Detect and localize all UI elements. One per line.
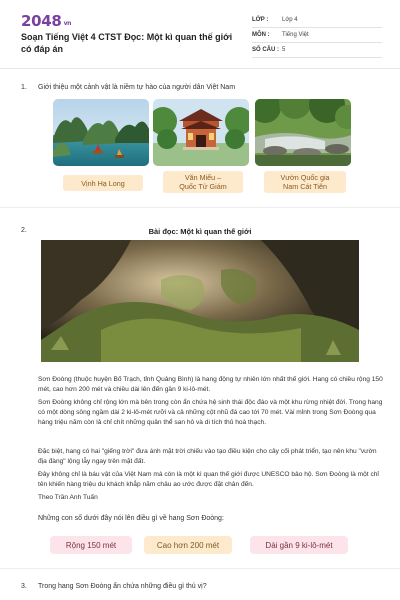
answer-chip[interactable]: Dài gần 9 ki-lô-mét <box>250 536 348 554</box>
question-text: Giới thiệu một cảnh vật là niềm tự hào của người dân Việt Nam <box>38 84 236 91</box>
question-number: 2. <box>21 227 27 234</box>
meta-value: Tiếng Việt <box>282 32 309 38</box>
reading-paragraph: Đặc biệt, hang có hai "giếng trời" đưa ánh mặt trời chiếu vào tạo điều kiện cho cây cối phát triển, tạo nên khu "vườn địa đàng" lộng lẫy ngay trên mặt đất. <box>38 448 377 465</box>
site-logo[interactable] <box>21 12 71 30</box>
reading-title: Bài đọc: Một kì quan thế giới <box>148 227 252 236</box>
question-divider <box>0 207 400 208</box>
logo-suffix: vn <box>63 20 72 27</box>
meta-row-subject <box>252 28 382 43</box>
meta-key: MÔN : <box>252 32 270 38</box>
answer-chip[interactable]: Rộng 150 mét <box>50 536 132 554</box>
option-label[interactable]: Văn Miếu – Quốc Tử Giám <box>163 171 243 193</box>
option-label[interactable]: Vườn Quốc gia Nam Cát Tiên <box>264 171 346 193</box>
meta-row-count <box>252 43 382 58</box>
header-divider <box>0 68 400 69</box>
reading-source: Theo Trần Anh Tuấn <box>38 494 98 501</box>
option-label[interactable]: Vịnh Hạ Long <box>63 175 143 191</box>
reading-paragraph: Sơn Đoòng không chỉ rộng lớn mà bên trong còn ẩn chứa hệ sinh thái độc đáo và một khu rừng nhiệt đới. Trong hang có một dòng sông ngầm dài 2 ki-lô-mét rưỡi và cả những cột nhũ đá cao tới 70 mét. Vài mỉnh trong Sơn Đoòng qua hàng triệu năm còn lả chỉ chít những quân thể san hô và di tích thủ hoá thạch. <box>38 399 383 426</box>
question-divider <box>0 568 400 569</box>
meta-table <box>252 13 382 58</box>
answer-chip[interactable]: Cao hơn 200 mét <box>144 536 232 554</box>
question-number: 3. <box>21 583 27 590</box>
logo-text: 2048 <box>21 12 62 30</box>
question-number: 1. <box>21 84 27 91</box>
document-title: Soạn Tiếng Việt 4 CTST Đọc: Một kì quan thế giới có đáp án <box>21 32 233 54</box>
question-prompt: Những con số dưới đây nói lên điều gì về hang Sơn Đoòng: <box>38 515 224 522</box>
nam-cat-tien-image <box>255 99 351 166</box>
van-mieu-image <box>153 99 249 166</box>
meta-row-class <box>252 13 382 28</box>
meta-value: Lớp 4 <box>282 17 298 23</box>
page-header <box>0 0 400 68</box>
reading-paragraph: Sơn Đoòng (thuộc huyện Bố Trạch, tỉnh Quảng Bình) là hang động tự nhiên lớn nhất thế giới. Hang có chiều rộng 150 mét, cao hơn 200 mét và chiều dài lên đến gần 9 ki-lô-mét. <box>38 376 383 393</box>
reading-paragraph: Đây không chỉ là báu vật của Việt Nam mà còn là một kì quan thế giới được UNESCO bảo hộ. Sơn Đoòng là một chỉ tên khiến hàng triệu du khách khắp năm châu ao ước được đặt chân đến. <box>38 471 379 488</box>
son-doong-cave-image <box>41 240 359 362</box>
question-text: Trong hang Sơn Đoòng ẩn chứa những điều gì thú vị? <box>38 583 207 590</box>
meta-key: LỚP : <box>252 17 269 23</box>
halong-bay-image <box>53 99 149 166</box>
meta-value: 5 <box>282 47 286 53</box>
meta-key: SỐ CÂU : <box>252 47 279 53</box>
